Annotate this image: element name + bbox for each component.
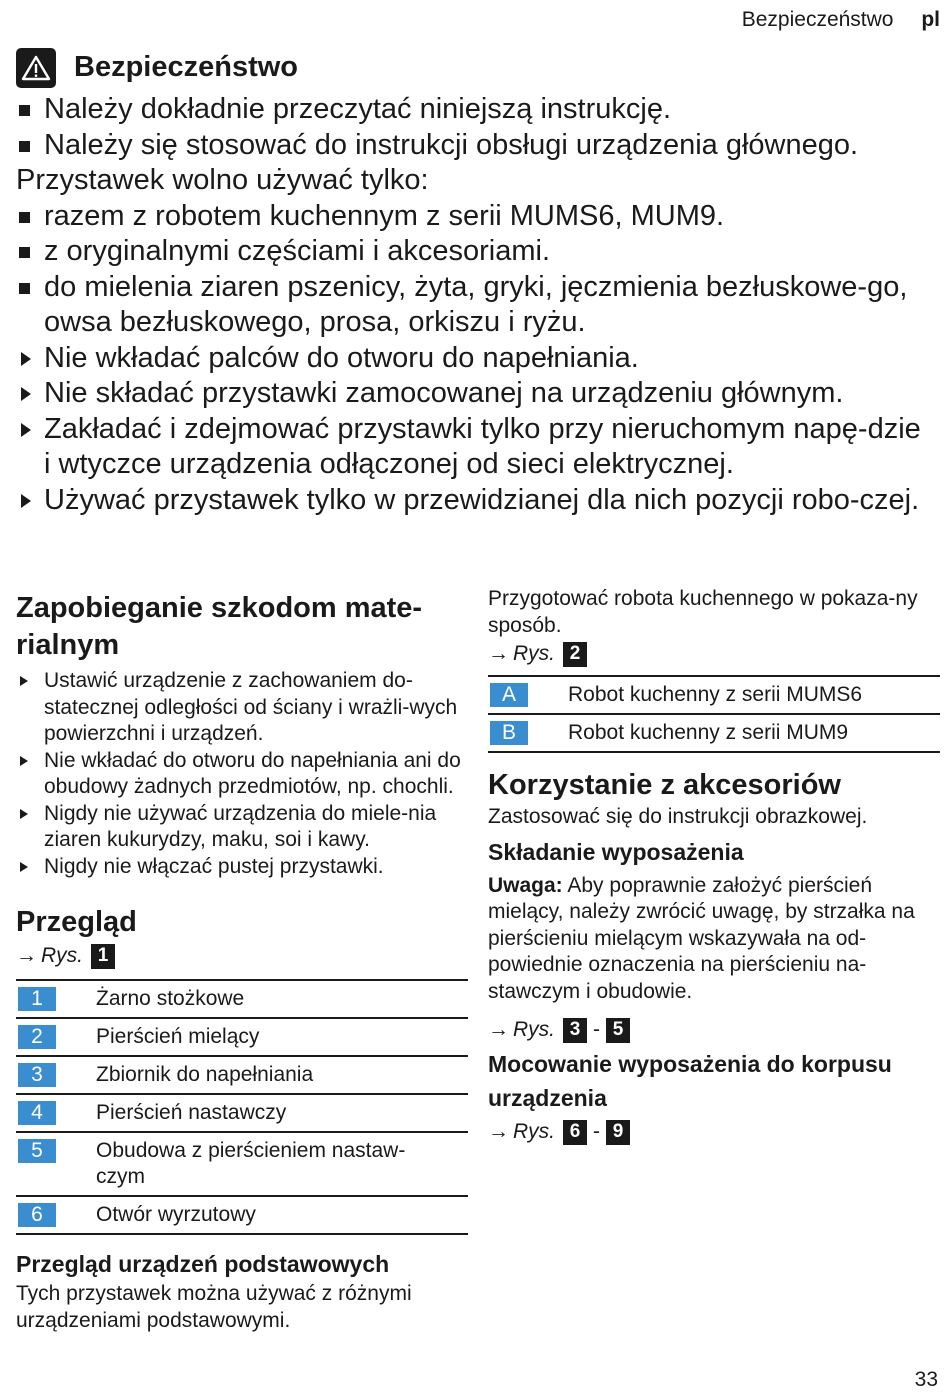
safety-item: Nie wkładać palców do otworu do napełniania. [16, 341, 934, 377]
arrow-right-icon: → [488, 1120, 509, 1143]
left-column [16, 590, 468, 1334]
arrow-right-icon: → [16, 944, 37, 967]
prep-text: Przygotować robota kuchennego w pokaza-ny sposób. [488, 587, 918, 637]
arrow-right-icon: → [488, 642, 509, 665]
table-row [488, 676, 940, 714]
figure-badge: 9 [606, 1120, 630, 1145]
letter-badge: B [490, 721, 528, 745]
base-heading: Przegląd urządzeń podstawowych [16, 1251, 390, 1277]
table-row [16, 980, 468, 1018]
rys-label: Rys. [513, 1018, 555, 1041]
assembly-note [488, 873, 940, 1006]
number-badge: 3 [18, 1063, 56, 1087]
damage-list [16, 668, 468, 880]
table-row [16, 1018, 468, 1056]
base-text: Tych przystawek można używać z różnymi urządzeniami podstawowymi. [16, 1282, 412, 1332]
base-devices-table [488, 675, 940, 753]
accessories-heading: Korzystanie z akcesoriów [488, 769, 841, 801]
safety-title: Bezpieczeństwo [74, 51, 298, 84]
number-badge: 5 [18, 1139, 56, 1163]
safety-item: Należy dokładnie przeczytać niniejszą instrukcję. [16, 92, 934, 128]
accessories-text: Zastosować się do instrukcji obrazkowej. [488, 805, 868, 828]
damage-item: Nie wkładać do otworu do napełniania ani do obudowy żadnych przedmiotów, np. chochli. [16, 748, 468, 801]
figure-badge: 6 [563, 1120, 587, 1145]
safety-item: z oryginalnymi częściami i akcesoriami. [16, 234, 934, 270]
safety-heading [16, 48, 934, 88]
safety-item: Przystawek wolno używać tylko: [16, 164, 429, 196]
number-badge: 1 [18, 987, 56, 1011]
safety-item: razem z robotem kuchennym z serii MUMS6, MUM9. [16, 199, 934, 235]
note-label: Uwaga: [488, 873, 563, 897]
safety-item: Należy się stosować do instrukcji obsługi urządzenia głównego. [16, 128, 934, 164]
header-section: Bezpieczeństwo [741, 8, 894, 31]
table-row [16, 1094, 468, 1132]
safety-item: Zakładać i zdejmować przystawki tylko przy nieruchomym napę-dzie i wtyczce urządzenia odłączonej od sieci elektrycznej. [16, 412, 934, 483]
table-cell: Pierścień nastawczy [96, 1094, 468, 1132]
table-row [16, 1132, 468, 1196]
figure-reference [488, 1117, 940, 1147]
warning-triangle-icon [16, 48, 56, 88]
figure-badge: 2 [563, 642, 587, 667]
assembly-heading: Składanie wyposażenia [488, 838, 744, 865]
safety-section [16, 48, 934, 518]
page-header [742, 8, 940, 32]
table-cell: Otwór wyrzutowy [96, 1196, 468, 1234]
number-badge: 2 [18, 1025, 56, 1049]
safety-list [16, 92, 934, 518]
figure-badge: 5 [606, 1018, 630, 1043]
range-dash: - [593, 1018, 600, 1041]
rys-label: Rys. [41, 944, 83, 967]
table-cell: Żarno stożkowe [96, 980, 468, 1018]
safety-item: Nie składać przystawki zamocowanej na urządzeniu głównym. [16, 376, 934, 412]
figure-reference [488, 639, 940, 669]
figure-badge: 1 [91, 944, 115, 969]
letter-badge: A [490, 683, 528, 707]
header-language: pl [921, 8, 940, 31]
mount-heading: Mocowanie wyposażenia do korpusu urządzenia [488, 1051, 892, 1111]
damage-item: Nigdy nie używać urządzenia do miele-nia ziaren kukurydzy, maku, soi i kawy. [16, 801, 468, 854]
overview-heading: Przegląd [16, 906, 137, 938]
rys-label: Rys. [513, 642, 555, 665]
figure-reference [16, 941, 468, 971]
page-number: 33 [914, 1368, 938, 1391]
damage-heading: Zapobieganie szkodom mate-rialnym [16, 592, 423, 661]
range-dash: - [593, 1120, 600, 1143]
number-badge: 6 [18, 1203, 56, 1227]
safety-item: Używać przystawek tylko w przewidzianej dla nich pozycji robo-czej. [16, 483, 934, 519]
safety-item: do mielenia ziaren pszenicy, żyta, gryki, jęczmienia bezłuskowe-go, owsa bezłuskowego, prosa, orkiszu i ryżu. [16, 270, 934, 341]
right-column [488, 586, 940, 1147]
arrow-right-icon: → [488, 1018, 509, 1041]
table-cell: Zbiornik do napełniania [96, 1056, 468, 1094]
table-cell: Robot kuchenny z serii MUM9 [568, 714, 940, 752]
table-cell: Obudowa z pierścieniem nastaw-czym [96, 1132, 468, 1196]
damage-item: Nigdy nie włączać pustej przystawki. [16, 854, 468, 881]
note-text: Aby poprawnie założyć pierścień mielący, należy zwrócić uwagę, by strzałka na pierścieniu mielącym wskazywała na od-powiednie oznaczenia na pierścieniu na-stawczym i obudowie. [488, 873, 915, 1003]
table-row [16, 1056, 468, 1094]
overview-table [16, 979, 468, 1235]
table-row [488, 714, 940, 752]
rys-label: Rys. [513, 1120, 555, 1143]
number-badge: 4 [18, 1101, 56, 1125]
table-cell: Pierścień mielący [96, 1018, 468, 1056]
damage-item: Ustawić urządzenie z zachowaniem do-statecznej odległości od ściany i wrażli-wych powierzchni i urządzeń. [16, 668, 468, 748]
figure-reference [488, 1015, 940, 1045]
table-row [16, 1196, 468, 1234]
table-cell: Robot kuchenny z serii MUMS6 [568, 676, 940, 714]
figure-badge: 3 [563, 1018, 587, 1043]
